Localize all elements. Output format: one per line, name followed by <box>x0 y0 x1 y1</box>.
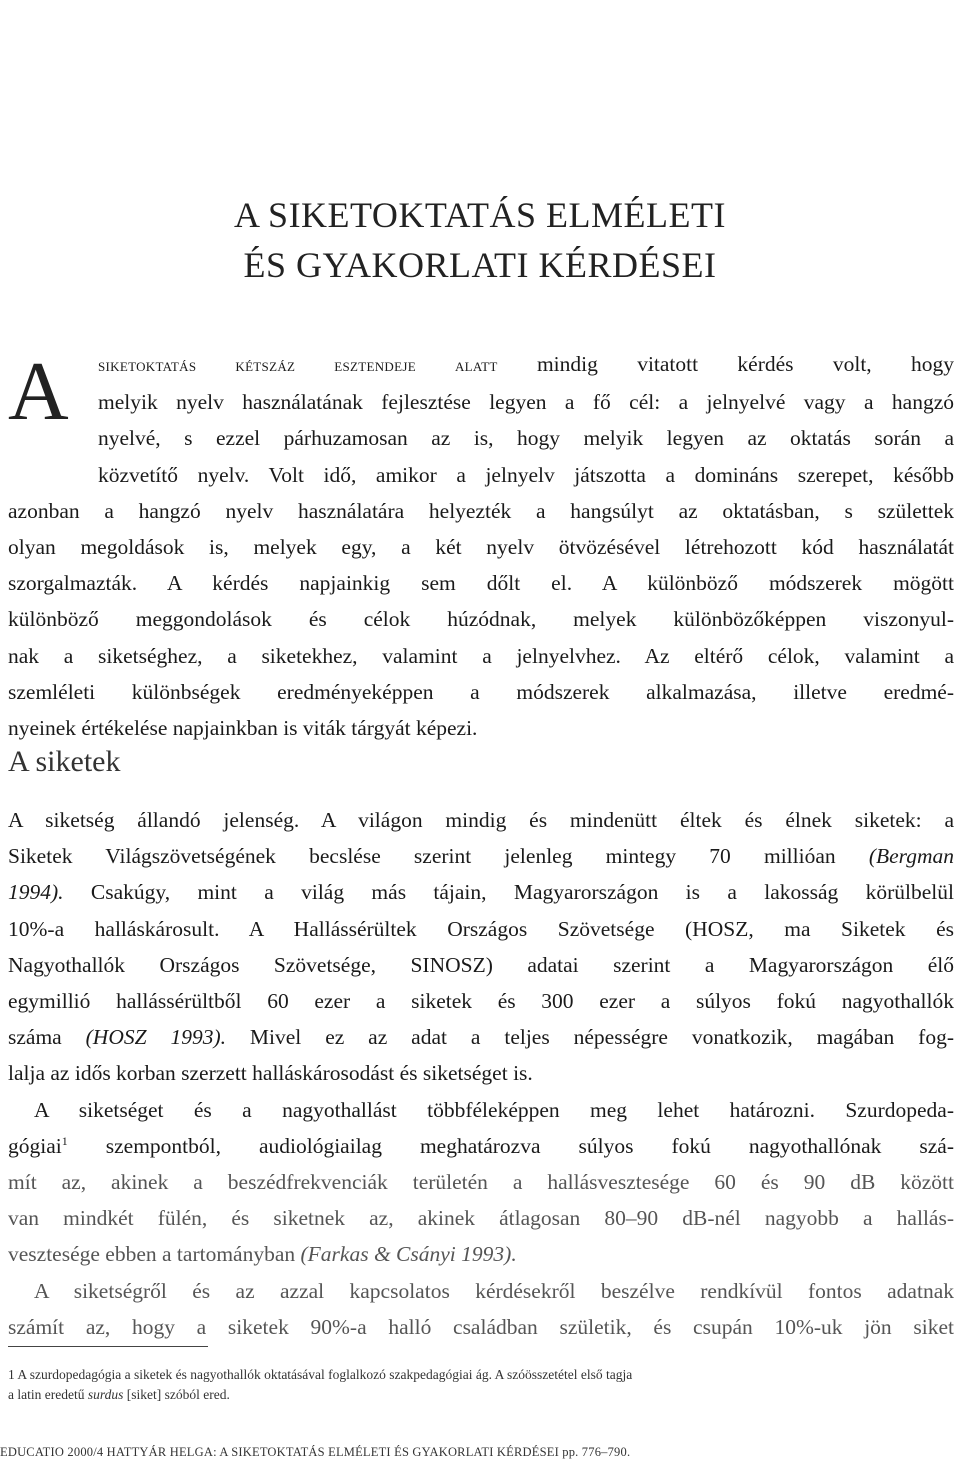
p1-line-7: száma (HOSZ 1993). Mivel ez az adat a teljes népességre vonatkozik, magában fog- <box>8 1025 954 1050</box>
drop-cap: A <box>8 345 69 438</box>
intro-line-2: melyik nyelv használatának fejlesztése legyen a fő cél: a jelnyelvé vagy a hangzó <box>98 390 954 415</box>
citation-bergman-year: 1994). <box>8 880 64 905</box>
intro-line-5: azonban a hangzó nyelv használatára helyezték a hangsúlyt az oktatásban, s születtek <box>8 498 954 523</box>
p2-line-3: mít az, akinek a beszédfrekvenciák területén a hallásvesztesége 60 és 90 dB között <box>8 1170 954 1195</box>
title-line-2: ÉS GYAKORLATI KÉRDÉSEI <box>243 245 717 285</box>
intro-line-4: közvetítő nyelv. Volt idő, amikor a jelnyelv játszotta a domináns szerepet, később <box>98 462 954 487</box>
section-heading: A siketek <box>8 745 121 778</box>
p2-line-1: A siketséget és a nagyothallást többféleképpen meg lehet határozni. Szurdopeda- <box>34 1097 954 1122</box>
intro-paragraph <box>8 346 954 746</box>
p2-line-4: van mindkét fülén, és siketnek az, akinek átlagosan 80–90 dB-nél nagyobb a hallás- <box>8 1206 954 1231</box>
p1-line-2: Siketek Világszövetségének becslése szerint jelenleg mintegy 70 millióan (Bergman <box>8 844 954 869</box>
p1-line-1: A siketség állandó jelenség. A világon mindig és mindenütt éltek és élnek siketek: a <box>8 808 954 832</box>
footnote-line-1: 1 A szurdopedagógia a siketek és nagyothallók oktatásával foglalkozó szakpedagógiai ág. A szóösszetétel első tagja <box>8 1367 633 1382</box>
citation-hosz: (HOSZ 1993). <box>85 1025 227 1050</box>
p1-line-3: 1994). Csakúgy, mint a világ más tájain, Magyarországon is a lakosság körülbelül <box>8 880 954 905</box>
footnote-term: surdus <box>87 1387 124 1402</box>
p1-line-6: egymillió hallássérültből 60 ezer a siketek és 300 ezer a súlyos fokú nagyothallók <box>8 989 954 1014</box>
citation-bergman: (Bergman <box>868 844 954 869</box>
citation-farkas: (Farkas & Csányi 1993). <box>300 1242 517 1267</box>
footnote <box>8 1365 954 1405</box>
footnote-divider <box>8 1346 208 1347</box>
p1-line-8: lalja az idős korban szerzett halláskárosodást és siketséget is. <box>8 1061 533 1086</box>
footnote-marker: 1 <box>61 1133 68 1148</box>
intro-line-1: siketoktatás kétszáz esztendeje alatt mindig vitatott kérdés volt, hogy <box>98 352 955 376</box>
p3-line-1: A siketségről és az azzal kapcsolatos kérdésekről beszélve rendkívül fontos adatnak <box>34 1278 954 1303</box>
title-line-1: A SIKETOKTATÁS ELMÉLETI <box>234 195 726 235</box>
intro-line-10: szemléleti különbségek eredményeképpen a módszerek alkalmazása, illetve eredmé- <box>8 679 954 704</box>
p1-line-4: 10%-a halláskárosult. A Hallássérültek Országos Szövetsége (HOSZ, ma Siketek és <box>8 916 954 941</box>
article-title <box>0 190 960 290</box>
page-footer: EDUCATIO 2000/4 HATTYÁR HELGA: A SIKETOKTATÁS ELMÉLETI ÉS GYAKORLATI KÉRDÉSEI pp. 776–790. <box>0 1445 631 1459</box>
intro-line-7: szorgalmazták. A kérdés napjainkig sem dőlt el. A különböző módszerek mögött <box>8 571 954 596</box>
intro-smallcaps: siketoktatás kétszáz esztendeje alatt <box>98 355 498 376</box>
intro-line-3: nyelvé, s ezzel párhuzamosan az is, hogy melyik legyen az oktatás során a <box>98 426 954 451</box>
p3-line-2: számít az, hogy a siketek 90%-a halló családban születik, és csupán 10%-uk jön siket <box>8 1314 954 1339</box>
p2-line-5: vesztesége ebben a tartományban (Farkas & Csányi 1993). <box>8 1242 517 1267</box>
intro-line-6: olyan megoldások is, melyek egy, a két nyelv ötvözésével létrehozott kód használatát <box>8 535 954 560</box>
p1-line-5: Nagyothallók Országos Szövetsége, SINOSZ) adatai szerint a Magyarországon élő <box>8 952 954 977</box>
section-body <box>8 802 954 1345</box>
intro-line-9: nak a siketséghez, a siketekhez, valamint a jelnyelvhez. Az eltérő célok, valamint a <box>8 643 954 668</box>
intro-line-11: nyeinek értékelése napjainkban is viták tárgyát képezi. <box>8 716 478 741</box>
footnote-line-2: a latin eredetű surdus [siket] szóból ered. <box>8 1387 230 1402</box>
p2-line-2: gógiai$^1$ szempontból, audiológiailag meghatározva súlyos fokú nagyothallónak szá- <box>8 1133 954 1158</box>
intro-line-8: különböző meggondolások és célok húzódnak, melyek különbözőképpen viszonyul- <box>8 607 954 632</box>
